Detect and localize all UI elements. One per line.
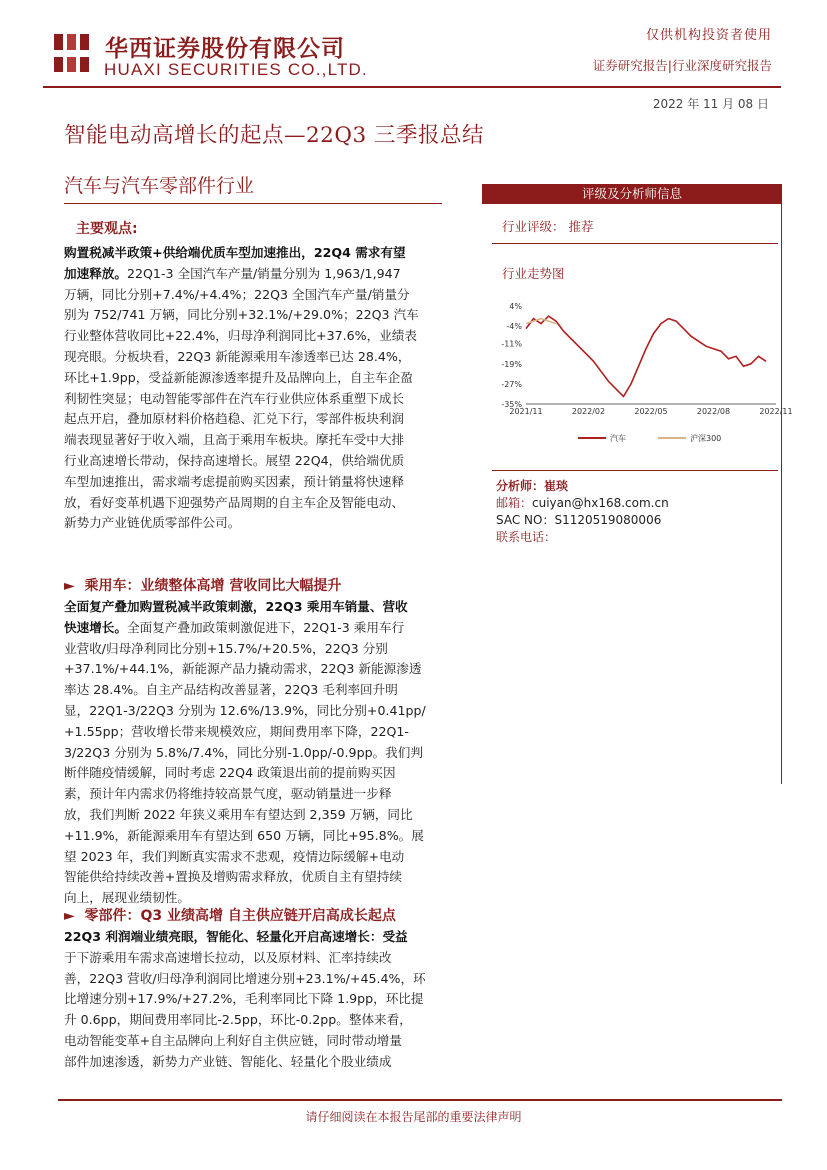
x-tick-label: 2022/11 [759, 407, 793, 416]
analyst-label: 分析师： [496, 479, 545, 493]
x-tick-label: 2022/02 [571, 407, 606, 416]
y-tick-label: 4% [509, 302, 522, 311]
y-tick-label: -35% [501, 400, 522, 409]
main-points-body [64, 243, 462, 534]
text-line: 善，22Q3 营收/归母净利润同比增速分别+23.1%/+45.4%，环 [64, 970, 426, 986]
text-line: 业营收/归母净利同比分别+15.7%/+20.5%，22Q3 分别 [64, 640, 388, 656]
phone-label: 联系电话： [496, 530, 557, 544]
sac-label: SAC NO： [496, 513, 555, 527]
text-line: 车型加速推出，需求端考虑提前购买因素，预计销量将快速释 [64, 473, 405, 489]
y-tick-label: -27% [501, 379, 522, 389]
text-line: 快速增长。全面复产叠加政策刺激促进下，22Q1-3 乘用车行 [64, 619, 405, 635]
text-line: +37.1%/+44.1%，新能源产品力撬动需求，22Q3 新能源渗透 [64, 661, 422, 677]
x-tick-label: 2022/08 [696, 407, 731, 416]
text-line: 加速释放。22Q1-3 全国汽车产量/销量分别为 1,963/1,947 [64, 265, 401, 281]
text-line: 利韧性突显；电动智能零部件在汽车行业供应体系重塑下成长 [64, 390, 405, 406]
report-type: 证券研究报告|行业深度研究报告 [592, 58, 772, 73]
sidebar-right-border [482, 184, 782, 784]
text-line: 素，预计年内需求仍将维持较高景气度，驱动销量进一步释 [64, 786, 392, 802]
text-line: +11.9%，新能源乘用车有望达到 650 万辆，同比+95.8%。展 [64, 827, 424, 843]
y-tick-label: -11% [501, 339, 522, 349]
text-line: 断伴随疫情缓解，同时考虑 22Q4 政策退出前的提前购买因 [64, 765, 396, 781]
section-parts-body [64, 927, 462, 1073]
company-logo-icon [52, 30, 94, 76]
y-tick-label: -19% [501, 359, 522, 369]
email-link[interactable]: cuiyan@hx168.com.cn [532, 496, 669, 510]
sac-number: S1120519080006 [554, 513, 662, 527]
company-name-cn: 华西证券股份有限公司 [105, 35, 345, 62]
header-divider [43, 86, 781, 88]
text-line: 行业高速增长带动，保持高速增长。展望 22Q4，供给端优质 [64, 452, 405, 468]
usage-note: 仅供机构投资者使用 [645, 28, 772, 43]
main-points-heading: 主要观点: [76, 221, 138, 237]
text-line: 电动智能变革+自主品牌向上利好自主供应链，同时带动增量 [64, 1032, 402, 1048]
text-line: +1.55pp；营收增长带来规模效应，期间费用率下降，22Q1- [64, 723, 409, 739]
trend-chart-label: 行业走势图 [502, 266, 565, 281]
text-line: 于下游乘用车需求高速增长拉动，以及原材料、汇率持续改 [64, 949, 392, 965]
y-tick-label: -4% [506, 322, 522, 332]
text-line: 22Q3 利润端业绩亮眼，智能化、轻量化开启高速增长：受益 [64, 929, 408, 944]
text-line: 行业整体营收同比+22.4%，归母净利润同比+37.6%，业绩表 [64, 328, 417, 344]
report-date: 2022 年 11 月 08 日 [652, 97, 769, 111]
text-line: 起点开启，叠加原材料价格趋稳、汇兑下行，零部件板块利润 [64, 411, 405, 427]
text-line: 万辆，同比分别+7.4%/+4.4%；22Q3 全国汽车产量/销量分 [64, 286, 410, 302]
x-tick-label: 2022/05 [634, 407, 668, 416]
text-line: 放，我们判断 2022 年狭义乘用车有望达到 2,359 万辆，同比 [64, 806, 413, 822]
company-name-en: HUAXI SECURITIES CO.,LTD. [104, 60, 368, 79]
triangle-bullet-icon: ► [64, 578, 75, 594]
text-line-rest: 22Q1-3 全国汽车产量/销量分别为 1,963/1,947 [126, 265, 401, 281]
footer-disclaimer: 请仔细阅读在本报告尾部的重要法律声明 [305, 1110, 522, 1124]
text-line: 端表现显著好于收入端，且高于乘用车板块。摩托车受中大排 [64, 432, 405, 448]
section-passenger-body [64, 597, 462, 909]
text-line: 购置税减半政策+供给端优质车型加速推出，22Q4 需求有望 [64, 245, 406, 260]
email-label: 邮箱： [496, 496, 533, 510]
text-line: 新势力产业链优质零部件公司。 [64, 515, 241, 531]
text-line: 比增速分别+17.9%/+27.2%，毛利率同比下降 1.9pp，环比提 [64, 991, 424, 1007]
x-tick-label: 2021/11 [509, 407, 543, 416]
report-title: 智能电动高增长的起点—22Q3 三季报总结 [64, 123, 484, 148]
text-line: 显，22Q1-3/22Q3 分别为 12.6%/13.9%，同比分别+0.41pp/ [64, 702, 426, 718]
sidebar-header: 评级及分析师信息 [482, 184, 782, 204]
text-line: 全面复产叠加购置税减半政策刺激，22Q3 乘用车销量、营收 [64, 599, 408, 614]
text-line: 向上，展现业绩韧性。 [64, 890, 190, 906]
text-line: 放，看好变革机遇下迎强势产品周期的自主车企及智能电动、 [64, 494, 405, 510]
analyst-name: 崔琰 [544, 479, 569, 493]
legend-label: 沪深300 [690, 434, 722, 443]
legend-label: 汽车 [610, 434, 626, 443]
text-line: 现亮眼。分板块看，22Q3 新能源乘用车渗透率已达 28.4%， [64, 348, 411, 364]
text-line: 3/22Q3 分别为 5.8%/7.4%，同比分别-1.0pp/-0.9pp。我们判 [64, 744, 423, 760]
text-line: 部件加速渗透，新势力产业链、智能化、轻量化个股业绩成 [64, 1053, 392, 1069]
text-line: 环比+1.9pp，受益新能源渗透率提升及品牌向上，自主车企盈 [64, 369, 413, 385]
text-line: 望 2023 年，我们判断真实需求不悲观，疫情边际缓解+电动 [64, 848, 405, 864]
section-passenger-heading: ► 乘用车：业绩整体高增 营收同比大幅提升 [64, 578, 342, 594]
text-line: 智能供给持续改善+置换及增购需求释放，优质自主有望持续 [64, 869, 402, 885]
text-line: 别为 752/741 万辆，同比分别+32.1%/+29.0%；22Q3 汽车 [64, 307, 419, 323]
text-line: 率达 28.4%。自主产品结构改善显著，22Q3 毛利率回升明 [64, 682, 398, 698]
industry-divider [64, 203, 442, 204]
text-line: 升 0.6pp，期间费用率同比-2.5pp，环比-0.2pp。整体来看， [64, 1012, 412, 1028]
footer-divider [58, 1099, 782, 1101]
rating-label: 行业评级： [502, 219, 565, 234]
industry-name: 汽车与汽车零部件行业 [64, 175, 255, 197]
rating-value: 推荐 [568, 219, 594, 234]
section-parts-heading: ► 零部件：Q3 业绩高增 自主供应链开启高成长起点 [64, 908, 396, 924]
triangle-bullet-icon: ► [64, 908, 75, 924]
